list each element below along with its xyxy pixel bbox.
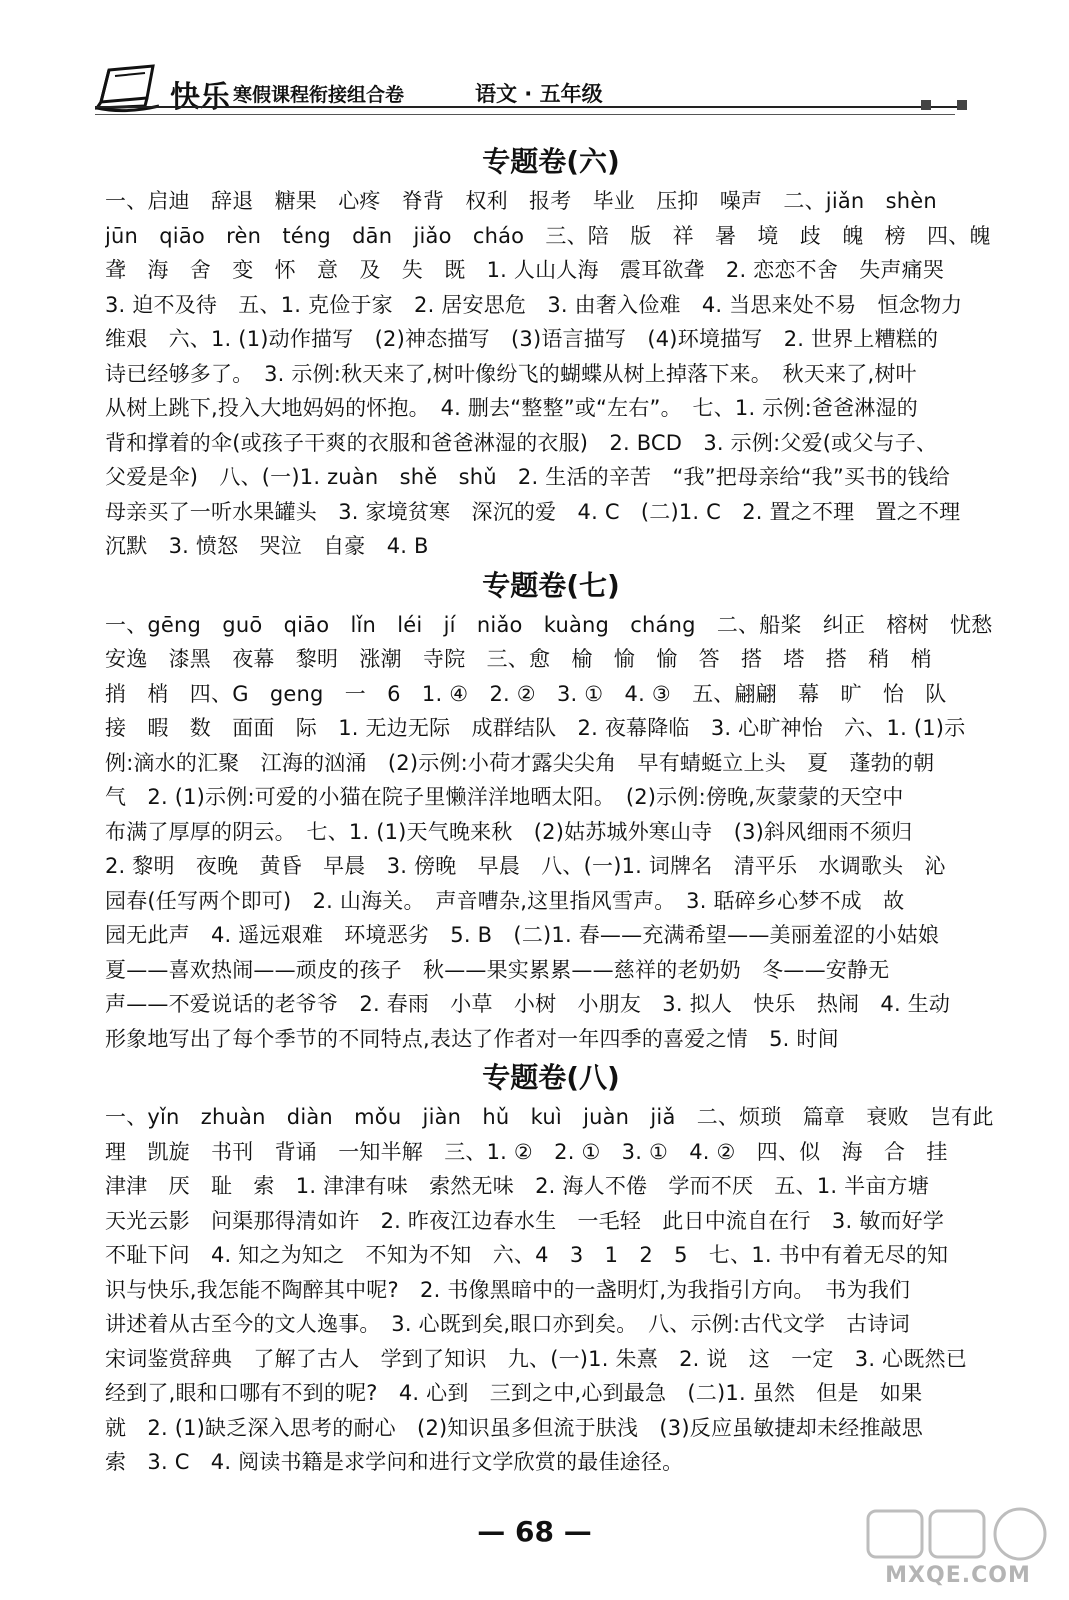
answer-line: 夏——喜欢热闹——顽皮的孩子 秋——果实累累——慈祥的老奶奶 冬——安静无 — [105, 957, 890, 982]
answer-line: 理 凯旋 书刊 背诵 一知半解 三、1. ② 2. ① 3. ① 4. ② 四、似 海 合 挂 — [105, 1139, 948, 1164]
section-title: 专题卷(七) — [482, 568, 620, 602]
answer-line: 聋 海 舍 变 怀 意 及 失 既 1. 人山人海 震耳欲聋 2. 恋恋不舍 失声痛哭 — [105, 258, 945, 282]
answer-line: 2. 黎明 夜晚 黄昏 早晨 3. 傍晚 早晨 八、(一)1. 词牌名 清平乐 水调歌头 沁 — [105, 854, 946, 878]
subject-grade: 语文 · 五年级 — [475, 82, 603, 106]
answer-line: 一、gēng guō qiāo lǐn léi jí niǎo kuàng cháng 二、船桨 纠正 榕树 忧愁 — [105, 612, 993, 637]
watermark-text: MXQE.COM — [885, 1563, 1031, 1588]
answer-line: 不耻下问 4. 知之为知之 不知为不知 六、4 3 1 2 5 七、1. 书中有着无尽的知 — [105, 1243, 949, 1267]
answer-line: 讲述着从古至今的文人逸事。 3. 心既到矣,眼口亦到矣。 八、示例:古代文学 古诗词 — [105, 1312, 910, 1336]
answer-line: 一、启迪 辞退 糖果 心疼 脊背 权利 报考 毕业 压抑 噪声 二、jiǎn shèn — [105, 189, 937, 213]
section-6 — [105, 140, 997, 564]
answer-line: 捎 梢 四、G geng 一 6 1. ④ 2. ② 3. ① 4. ③ 五、翩翩 幕 旷 怡 队 — [105, 681, 947, 706]
answer-line: 例:滴水的汇聚 江海的汹涌 (2)示例:小荷才露尖尖角 早有蜻蜓立上头 夏 蓬勃的朝 — [105, 750, 935, 775]
answer-line: 就 2. (1)缺乏深入思考的耐心 (2)知识虽多但流于肤浅 (3)反应虽敏捷却未经推敲思 — [105, 1415, 923, 1440]
header-divider-thin — [95, 114, 955, 115]
header-divider — [95, 106, 965, 108]
answer-line: jūn qiāo rèn téng dān jiǎo cháo 三、陪 版 祥 暑 境 歧 魄 榜 四、魄 — [105, 223, 991, 248]
section-title: 专题卷(八) — [482, 1061, 620, 1094]
answer-line: 维艰 六、1. (1)动作描写 (2)神态描写 (3)语言描写 (4)环境描写 2. 世界上糟糕的 — [105, 327, 939, 351]
answer-line: 诗已经够多了。 3. 示例:秋天来了,树叶像纷飞的蝴蝶从树上掉落下来。 秋天来了,树叶 — [105, 361, 917, 386]
answer-line: 经到了,眼和口哪有不到的呢? 4. 心到 三到之中,心到最急 (二)1. 虽然 但是 如果 — [105, 1381, 923, 1405]
answer-line: 天光云影 问渠那得清如许 2. 昨夜江边春水生 一毛轻 此日中流自在行 3. 敏而好学 — [105, 1208, 945, 1233]
answer-line: 安逸 漆黑 夜幕 黎明 涨潮 寺院 三、愈 榆 愉 愉 答 搭 塔 搭 稍 梢 — [105, 647, 932, 671]
answer-line: 接 暇 数 面面 际 1. 无边无际 成群结队 2. 夜幕降临 3. 心旷神怡 六、1. (1)示 — [105, 716, 966, 740]
answer-line: 形象地写出了每个季节的不同特点,表达了作者对一年四季的喜爱之情 5. 时间 — [105, 1026, 839, 1051]
answer-line: 母亲买了一听水果罐头 3. 家境贫寒 深沉的爱 4. C (二)1. C 2. 置之不理 置之不理 — [105, 499, 961, 524]
answer-line: 沉默 3. 愤怒 哭泣 自豪 4. B — [105, 534, 429, 558]
series-title: 寒假课程衔接组合卷 — [233, 84, 405, 106]
answer-line: 从树上跳下,投入大地妈妈的怀抱。 4. 删去“整整”或“左右”。 七、1. 示例:爸爸淋湿的 — [105, 396, 918, 420]
brand-title: 快乐 — [170, 80, 230, 115]
section-title: 专题卷(六) — [482, 145, 620, 178]
answer-content — [105, 140, 997, 1480]
answer-line: 园春(任写两个即可) 2. 山海关。 声音嘈杂,这里指风雪声。 3. 聒碎乡心梦不成 故 — [105, 888, 905, 913]
answer-line: 背和撑着的伞(或孩子干爽的衣服和爸爸淋湿的衣服) 2. BCD 3. 示例:父爱(或父与子、 — [105, 430, 938, 455]
divider-marker — [921, 100, 931, 110]
answer-line: 宋词鉴赏辞典 了解了古人 学到了知识 九、(一)1. 朱熹 2. 说 这 一定 3. 心既然已 — [105, 1346, 967, 1371]
section-7 — [105, 564, 997, 1057]
answer-line: 识与快乐,我怎能不陶醉其中呢? 2. 书像黑暗中的一盏明灯,为我指引方向。 书为我们 — [105, 1277, 911, 1302]
section-8 — [105, 1056, 997, 1480]
page-header — [95, 62, 970, 132]
answer-line: 布满了厚厚的阴云。 七、1. (1)天气晚来秋 (2)姑苏城外寒山寺 (3)斜风细雨不须归 — [105, 819, 913, 844]
answer-line: 声——不爱说话的老爷爷 2. 春雨 小草 小树 小朋友 3. 拟人 快乐 热闹 4. 生动 — [105, 992, 951, 1016]
answer-line: 3. 迫不及待 五、1. 克俭于家 2. 居安思危 3. 由奢入俭难 4. 当思来处不易 恒念物力 — [105, 292, 963, 317]
answer-line: 一、yǐn zhuàn diàn mǒu jiàn hǔ kuì juàn jiǎ 二、烦琐 篇章 衰败 岂有此 — [105, 1105, 994, 1129]
divider-marker — [957, 100, 967, 110]
answer-line: 津津 厌 耻 索 1. 津津有味 索然无味 2. 海人不倦 学而不厌 五、1. 半亩方塘 — [105, 1174, 929, 1198]
answer-line: 父爱是伞) 八、(一)1. zuàn shě shǔ 2. 生活的辛苦 “我”把母亲给“我”买书的钱给 — [105, 465, 950, 489]
answer-line: 园无此声 4. 遥远艰难 环境恶劣 5. B (二)1. 春——充满希望——美丽羞涩的小姑娘 — [105, 923, 940, 947]
answer-line: 气 2. (1)示例:可爱的小猫在院子里懒洋洋地晒太阳。 (2)示例:傍晚,灰蒙蒙的天空中 — [105, 785, 904, 809]
watermark-stamp-icon — [858, 1505, 1058, 1565]
page-number: — 68 — — [477, 1515, 592, 1548]
watermark-logo — [858, 1505, 1058, 1590]
answer-line: 索 3. C 4. 阅读书籍是求学问和进行文学欣赏的最佳途径。 — [105, 1450, 684, 1474]
